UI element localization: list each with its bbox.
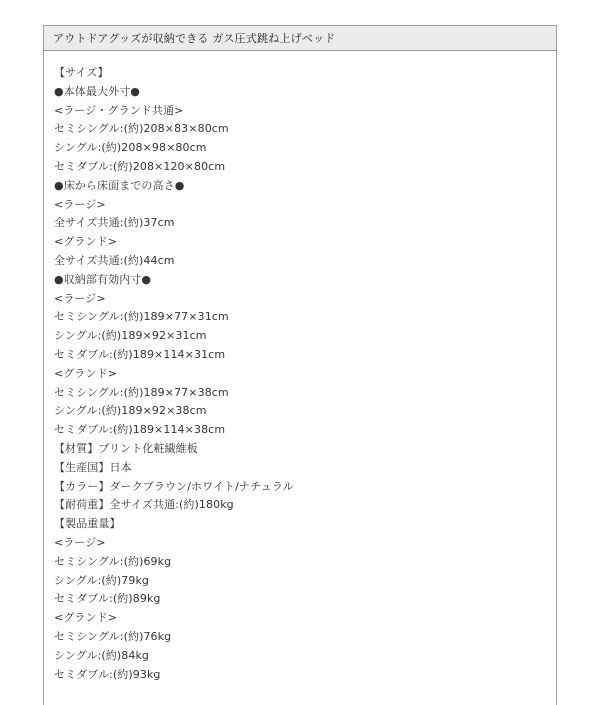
spec-line: 【製品重量】 (54, 517, 121, 531)
spec-line: セミダブル:(約)189×114×38cm (54, 423, 226, 437)
spec-line: <ラージ・グランド共通> (54, 103, 184, 117)
spec-line: シングル:(約)79kg (54, 573, 150, 587)
spec-line: セミシングル:(約)189×77×38cm (54, 385, 229, 399)
spec-line: ●収納部有効内寸● (54, 272, 152, 286)
spec-line: 【耐荷重】全サイズ共通:(約)180kg (54, 498, 234, 512)
spec-line: ●床から床面までの高さ● (54, 178, 185, 192)
spec-line: セミシングル:(約)76kg (54, 629, 172, 643)
spec-line: シングル:(約)189×92×38cm (54, 404, 207, 418)
spec-line: シングル:(約)84kg (54, 648, 150, 662)
spec-line: <グランド> (54, 235, 118, 249)
spec-line: セミダブル:(約)189×114×31cm (54, 347, 226, 361)
spec-line: 【サイズ】 (54, 66, 109, 79)
spec-line: 【生産国】日本 (54, 460, 132, 474)
spec-line: <ラージ> (54, 291, 106, 305)
spec-line: セミシングル:(約)208×83×80cm (54, 122, 229, 136)
spec-line: セミダブル:(約)89kg (54, 592, 161, 606)
spec-line: 【カラー】ダークブラウン/ホワイト/ナチュラル (54, 479, 294, 493)
spec-line: セミダブル:(約)93kg (54, 667, 161, 681)
spec-line: <グランド> (54, 366, 118, 380)
panel-title: アウトドアグッズが収納できる ガス圧式跳ね上げベッド (44, 26, 556, 51)
spec-line: 全サイズ共通:(約)37cm (54, 216, 175, 230)
spec-line: セミシングル:(約)69kg (54, 554, 172, 568)
spec-line: <グランド> (54, 611, 118, 625)
spec-line: <ラージ> (54, 535, 106, 549)
spec-line: シングル:(約)189×92×31cm (54, 329, 207, 343)
spec-line: 【材質】プリント化粧繊維板 (54, 441, 198, 455)
spec-line: ●本体最大外寸● (54, 84, 140, 98)
spec-line: シングル:(約)208×98×80cm (54, 141, 207, 155)
spec-panel (43, 25, 557, 705)
spec-line: セミダブル:(約)208×120×80cm (54, 159, 226, 173)
spec-line: セミシングル:(約)189×77×31cm (54, 310, 229, 324)
spec-line: <ラージ> (54, 197, 106, 211)
spec-line: 全サイズ共通:(約)44cm (54, 253, 175, 267)
spec-list (44, 51, 556, 684)
